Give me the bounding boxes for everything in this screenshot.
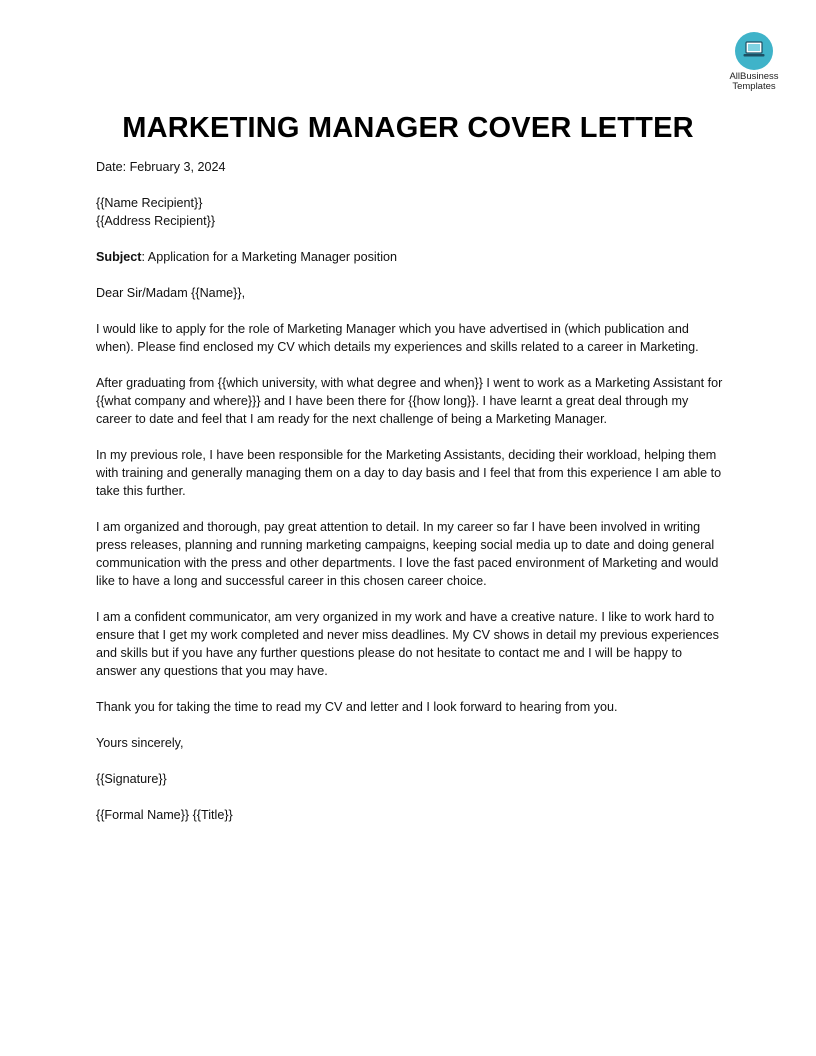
formal-name-placeholder: {{Formal Name}} {{Title}} [96,808,233,822]
paragraph-intro: I would like to apply for the role of Marketing Manager which you have advertised in (which publication and when). Please find enclosed my CV which details my experiences and skills related to a career in Marketing. [96,322,699,354]
paragraph-skills: I am organized and thorough, pay great attention to detail. In my career so far I have been involved in writing press releases, planning and running marketing campaigns, keeping social media up to date and doing general communication with the press and other departments. I love the fast paced environment of Marketing and would like to have a long and successful career in this chosen career choice. [96,520,719,588]
letter-body [96,158,726,842]
subject-text: : Application for a Marketing Manager position [141,250,398,264]
closing: Yours sincerely, [96,736,184,750]
logo-text-line1: AllBusiness [729,71,779,82]
paragraph-thanks: Thank you for taking the time to read my CV and letter and I look forward to hearing from you. [96,700,618,714]
paragraph-previous-role: In my previous role, I have been responsible for the Marketing Assistants, deciding their workload, helping them with training and generally managing them on a day to day basis and I feel that from this experience I am able to take this further. [96,448,722,498]
subject-line [96,248,726,266]
recipient-name: {{Name Recipient}} [96,196,203,210]
recipient-address: {{Address Recipient}} [96,214,216,228]
salutation: Dear Sir/Madam {{Name}}, [96,286,246,300]
logo-text-line2: Templates [732,81,776,92]
date-line: Date: February 3, 2024 [96,160,226,174]
paragraph-communicator: I am a confident communicator, am very organized in my work and have a creative nature. I like to work hard to ensure that I get my work completed and never miss deadlines. My CV shows in detail my previous experiences and skills but if you have any further questions please do not hesitate to contact me and I will be happy to answer any questions that you may have. [96,610,719,678]
signature-placeholder: {{Signature}} [96,772,167,786]
subject-label: Subject [96,250,142,264]
document-title: MARKETING MANAGER COVER LETTER [122,112,694,144]
paragraph-background: After graduating from {{which university, with what degree and when}} I went to work as a Marketing Assistant for {{what company and where}}} and I have been there for {{how long}}. I have learnt a great deal through my career to date and feel that I am ready for the next challenge of being a Marketing Manager. [96,376,723,426]
allbusiness-logo [718,32,790,92]
laptop-icon [735,32,773,70]
